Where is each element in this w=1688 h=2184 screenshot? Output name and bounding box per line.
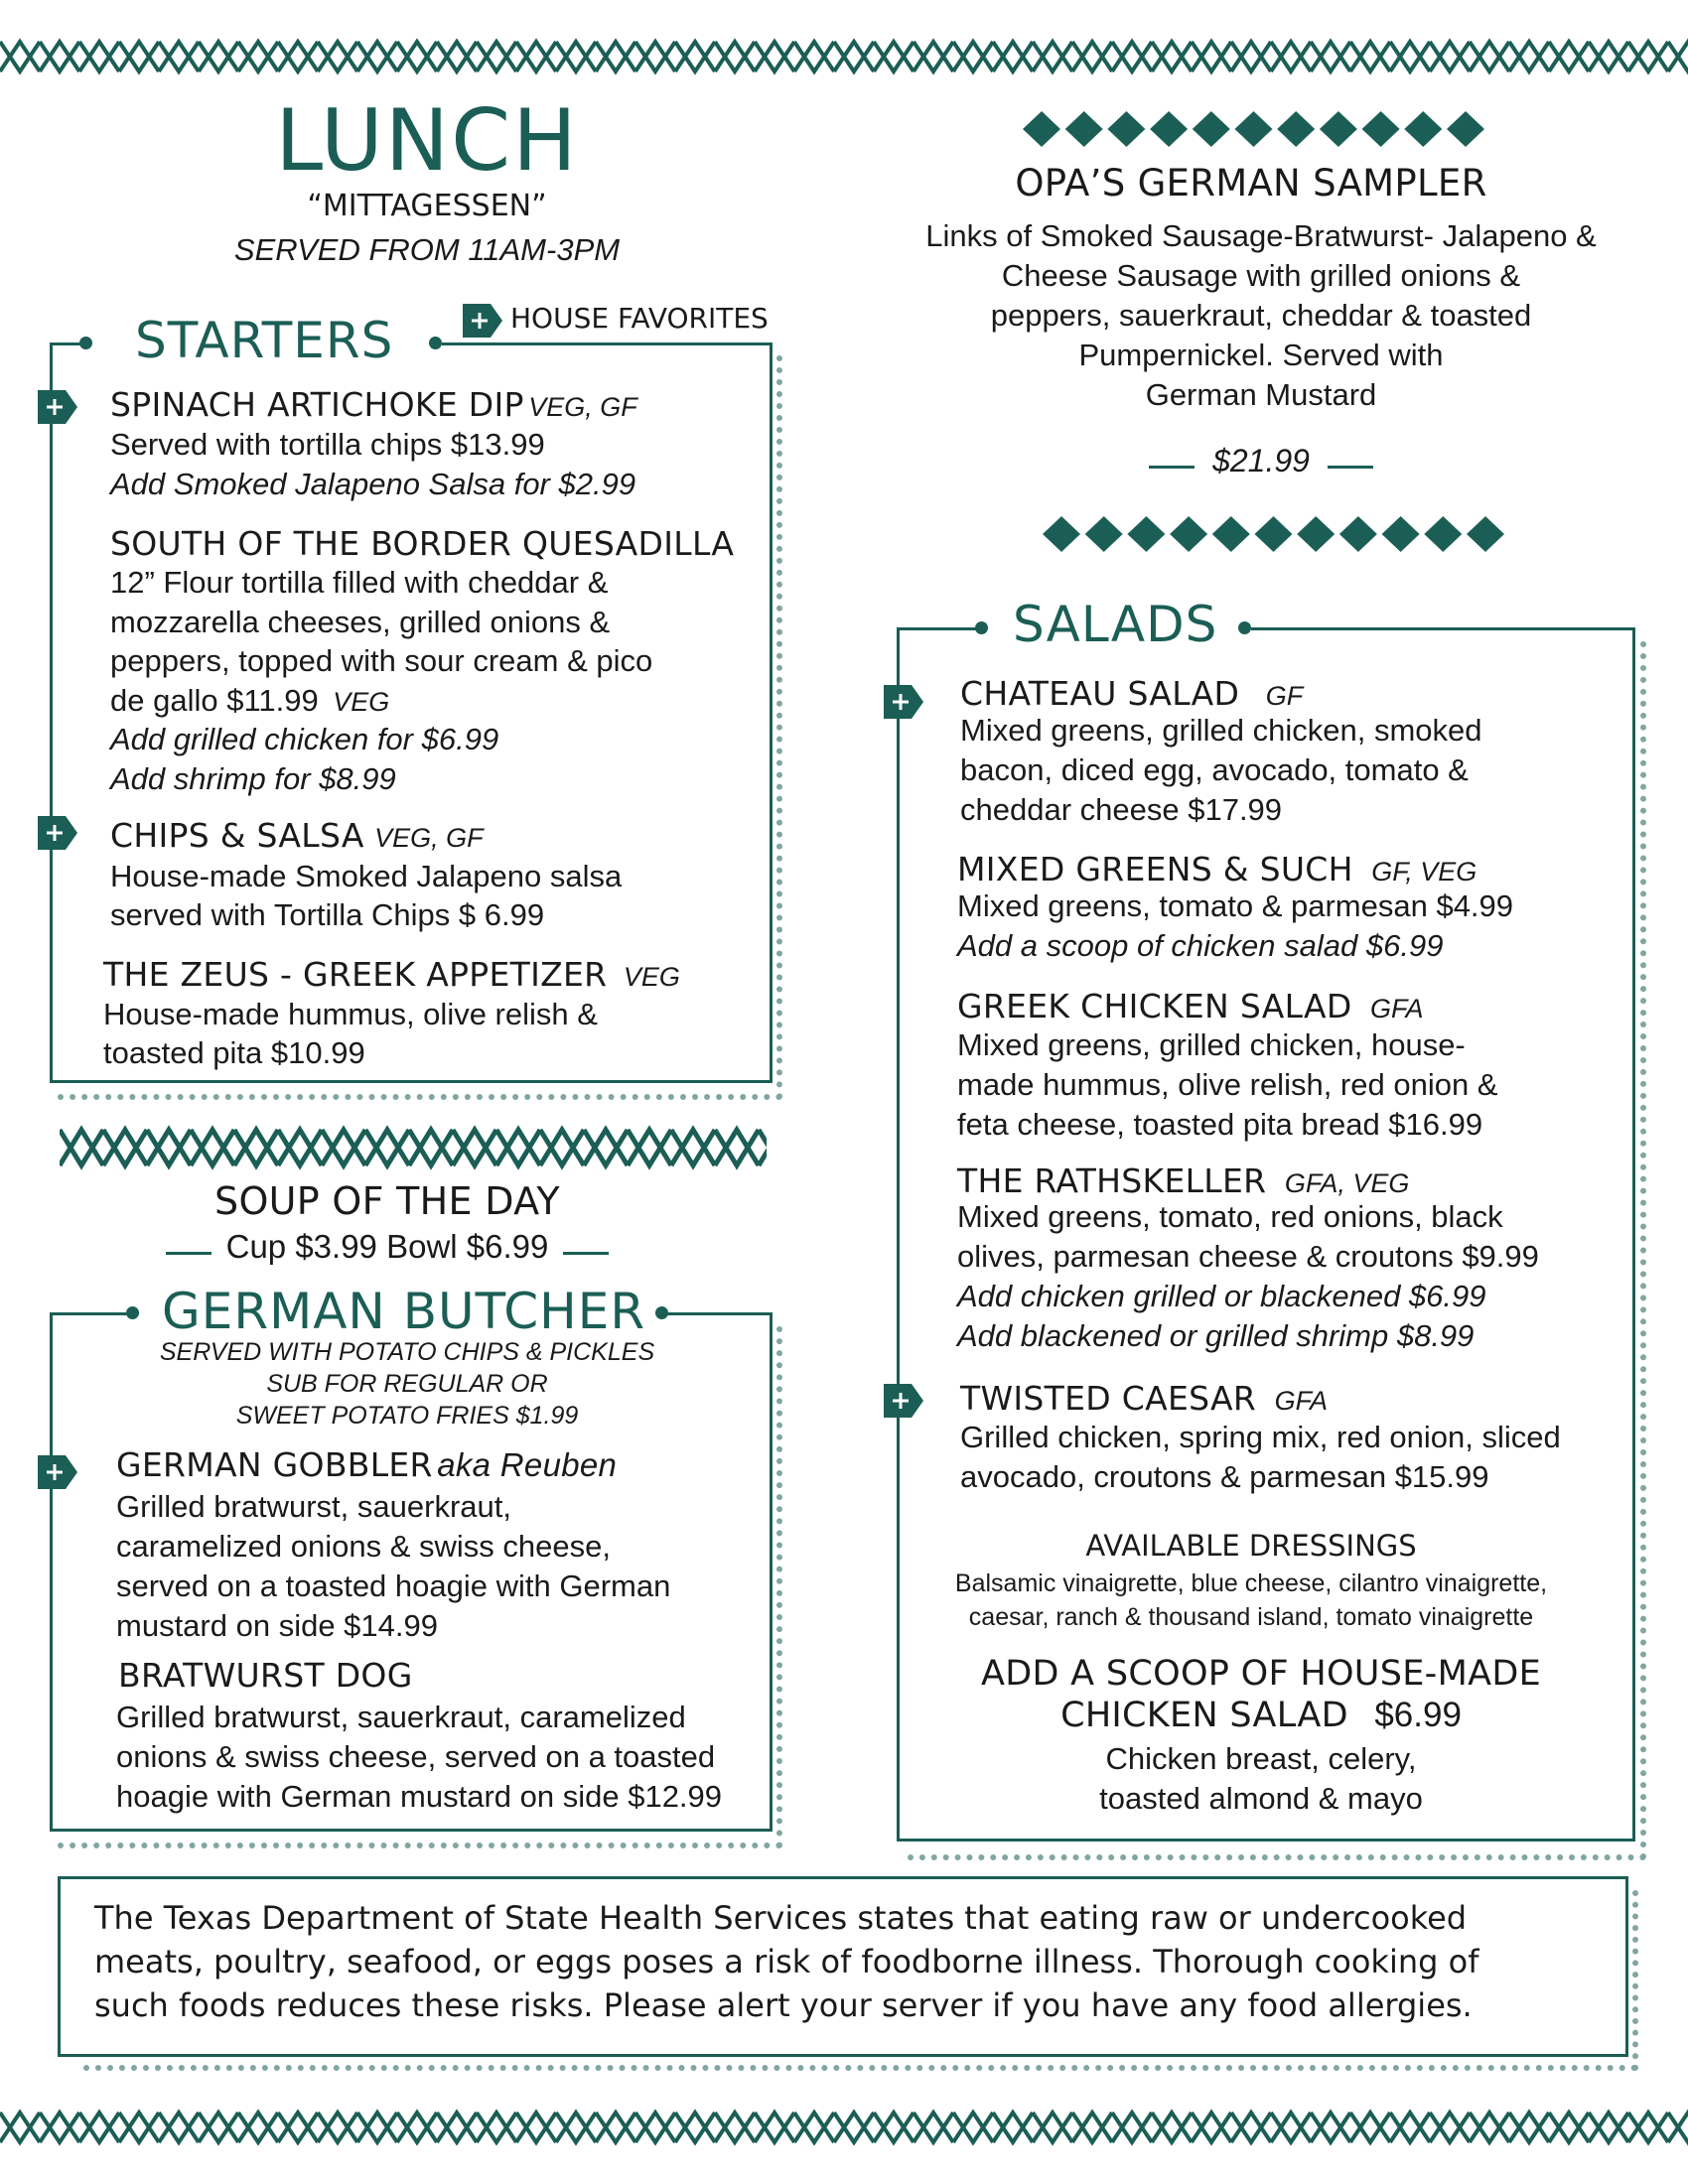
salad-item-5 — [960, 1379, 1328, 1418]
scoop-description — [933, 1739, 1589, 1819]
diet-tag: GFA, VEG — [1284, 1168, 1410, 1198]
sampler-price: $21.99 — [1212, 443, 1310, 478]
decor-dot — [655, 1306, 668, 1319]
house-favorite-icon — [463, 304, 502, 338]
sampler-desc-line: Links of Smoked Sausage-Bratwurst- Jalapeno & — [925, 218, 1597, 253]
sampler-description — [874, 216, 1648, 415]
decor-dash — [563, 1252, 609, 1255]
item-addon: Add a scoop of chicken salad $6.99 — [957, 928, 1444, 963]
zigzag-divider — [60, 1120, 767, 1175]
item-description: caramelized onions & swiss cheese, — [116, 1529, 611, 1564]
diamond-row-divider — [1041, 514, 1507, 554]
scoop-title: CHICKEN SALAD — [1060, 1696, 1348, 1735]
butcher-item-1 — [116, 1445, 617, 1484]
item-name: CHIPS & SALSA — [110, 816, 364, 855]
item-addon: Add blackened or grilled shrimp $8.99 — [957, 1318, 1475, 1353]
scoop-price: $6.99 — [1374, 1696, 1462, 1734]
butcher-note-line: SUB FOR REGULAR OR — [266, 1370, 548, 1398]
decor-dash — [1149, 466, 1195, 469]
sampler-price-row — [1062, 441, 1460, 480]
butcher-top-line-left — [50, 1312, 131, 1315]
item-aka: aka Reuben — [437, 1446, 618, 1483]
house-favorite-icon — [38, 816, 77, 850]
item-description: mustard on side $14.99 — [116, 1608, 438, 1643]
item-description: toasted pita $10.99 — [103, 1035, 365, 1070]
diet-tag: VEG — [333, 687, 390, 717]
dressings-title: AVAILABLE DRESSINGS — [1085, 1529, 1417, 1563]
item-description: Grilled bratwurst, sauerkraut, — [116, 1489, 511, 1524]
item-description: made hummus, olive relish, red onion & — [957, 1067, 1498, 1102]
served-hours: SERVED FROM 11AM-3PM — [233, 232, 621, 267]
decor-dash — [1328, 466, 1373, 469]
item-description: cheddar cheese $17.99 — [960, 792, 1283, 827]
butcher-note — [109, 1336, 705, 1432]
item-name: SPINACH ARTICHOKE DIP — [110, 385, 524, 424]
decor-dash — [166, 1252, 211, 1255]
sampler-desc-line: peppers, sauerkraut, cheddar & toasted — [990, 298, 1532, 333]
decor-dot — [975, 621, 988, 634]
item-price-row — [110, 681, 389, 721]
salad-item-4 — [957, 1161, 1409, 1200]
diamond-row-divider — [1021, 109, 1487, 149]
sampler-title: OPA’S GERMAN SAMPLER — [1015, 162, 1487, 205]
diet-tag: GFA — [1274, 1386, 1329, 1416]
starter-item-1 — [110, 385, 637, 424]
page-subtitle: “MITTAGESSEN” — [307, 189, 547, 223]
item-description: Grilled bratwurst, sauerkraut, caramelized — [116, 1700, 686, 1734]
item-description: de gallo $11.99 — [110, 683, 319, 718]
notice-line: The Texas Department of State Health Services states that eating raw or undercooked — [94, 1899, 1468, 1937]
item-description: hoagie with German mustard on side $12.99 — [116, 1779, 723, 1814]
item-description: olives, parmesan cheese & croutons $9.99 — [957, 1239, 1539, 1274]
house-favorites-label: HOUSE FAVORITES — [510, 302, 769, 335]
salad-item-2 — [957, 850, 1477, 888]
butcher-top-line-right — [667, 1312, 770, 1315]
item-description: 12” Flour tortilla filled with cheddar & — [110, 565, 609, 600]
scoop-title: ADD A SCOOP OF HOUSE-MADE — [981, 1654, 1541, 1694]
decor-dot — [429, 337, 442, 349]
butcher-title: GERMAN BUTCHER — [162, 1283, 646, 1340]
soup-price-row — [139, 1227, 635, 1267]
item-name: BRATWURST DOG — [118, 1656, 413, 1695]
diet-tag: GFA — [1370, 994, 1424, 1024]
starters-title: STARTERS — [135, 312, 394, 369]
salads-title: SALADS — [1013, 596, 1218, 653]
item-addon: Add chicken grilled or blackened $6.99 — [957, 1279, 1486, 1313]
house-favorite-icon — [884, 685, 923, 719]
soup-title: SOUP OF THE DAY — [214, 1179, 560, 1223]
house-favorite-icon — [884, 1384, 923, 1418]
diet-tag: VEG, GF — [374, 823, 484, 853]
sampler-desc-line: Pumpernickel. Served with — [1078, 338, 1444, 372]
bottom-zigzag-border — [0, 2103, 1688, 2152]
notice-line: meats, poultry, seafood, or eggs poses a risk of foodborne illness. Thorough cooking of — [94, 1943, 1479, 1980]
item-name: GERMAN GOBBLER — [116, 1445, 433, 1484]
item-description: feta cheese, toasted pita bread $16.99 — [957, 1107, 1483, 1142]
dressings-line: Balsamic vinaigrette, blue cheese, cilantro vinaigrette, — [954, 1570, 1548, 1597]
item-name: THE ZEUS - GREEK APPETIZER — [103, 955, 608, 994]
butcher-note-line: SERVED WITH POTATO CHIPS & PICKLES — [159, 1338, 655, 1366]
starters-top-line-right — [442, 342, 770, 345]
item-description: House-made hummus, olive relish & — [103, 997, 598, 1031]
health-notice — [94, 1896, 1623, 2027]
diet-tag: VEG — [623, 962, 680, 992]
scoop-desc-line: Chicken breast, celery, — [1105, 1741, 1417, 1776]
decor-dot — [1238, 621, 1251, 634]
sampler-desc-line: Cheese Sausage with grilled onions & — [1001, 258, 1521, 293]
butcher-note-line: SWEET POTATO FRIES $1.99 — [235, 1402, 579, 1430]
dressings-list — [914, 1567, 1589, 1634]
scoop-desc-line: toasted almond & mayo — [1099, 1781, 1423, 1816]
page-title: LUNCH — [275, 91, 579, 191]
item-description: Served with tortilla chips $13.99 — [110, 427, 545, 462]
salads-top-line-left — [897, 627, 980, 630]
decor-dot — [79, 337, 92, 349]
soup-prices: Cup $3.99 Bowl $6.99 — [225, 1228, 549, 1265]
item-name: GREEK CHICKEN SALAD — [957, 987, 1352, 1025]
decor-dot — [126, 1306, 139, 1319]
item-name: MIXED GREENS & SUCH — [957, 850, 1353, 888]
item-description: bacon, diced egg, avocado, tomato & — [960, 752, 1469, 787]
house-favorite-icon — [38, 1455, 77, 1489]
diet-tag: VEG, GF — [528, 392, 637, 422]
dressings-line: caesar, ranch & thousand island, tomato vinaigrette — [968, 1603, 1534, 1631]
item-name: THE RATHSKELLER — [957, 1161, 1267, 1200]
item-addon: Add Smoked Jalapeno Salsa for $2.99 — [110, 467, 636, 501]
item-description: onions & swiss cheese, served on a toasted — [116, 1739, 716, 1774]
salad-item-3 — [957, 987, 1424, 1025]
item-addon: Add grilled chicken for $6.99 — [110, 722, 499, 756]
notice-line: such foods reduces these risks. Please alert your server if you have any food allergies. — [94, 1986, 1473, 2024]
item-description: mozzarella cheeses, grilled onions & — [110, 605, 611, 639]
top-zigzag-border — [0, 32, 1688, 81]
item-description: Mixed greens, grilled chicken, smoked — [960, 713, 1482, 748]
item-description: Grilled chicken, spring mix, red onion, sliced — [960, 1420, 1561, 1454]
scoop-title-row — [933, 1696, 1589, 1735]
salads-top-line-right — [1251, 627, 1632, 630]
starter-item-4 — [103, 955, 680, 994]
item-description: Mixed greens, tomato, red onions, black — [957, 1199, 1503, 1234]
item-name: CHATEAU SALAD — [960, 674, 1240, 713]
sampler-desc-line: German Mustard — [1145, 377, 1377, 412]
item-description: Mixed greens, tomato & parmesan $4.99 — [957, 888, 1514, 923]
salad-item-1 — [960, 674, 1303, 713]
item-addon: Add shrimp for $8.99 — [110, 761, 396, 796]
diet-tag: GF, VEG — [1371, 857, 1477, 887]
house-favorite-icon — [38, 390, 77, 424]
item-description: avocado, croutons & parmesan $15.99 — [960, 1459, 1489, 1494]
item-name: SOUTH OF THE BORDER QUESADILLA — [110, 524, 735, 563]
item-name: TWISTED CAESAR — [960, 1379, 1257, 1418]
diet-tag: GF — [1265, 681, 1304, 711]
starter-item-3 — [110, 816, 484, 855]
item-description: served with Tortilla Chips $ 6.99 — [110, 897, 545, 932]
item-description: Mixed greens, grilled chicken, house- — [957, 1027, 1466, 1062]
item-description: peppers, topped with sour cream & pico — [110, 643, 653, 678]
item-description: served on a toasted hoagie with German — [116, 1569, 671, 1603]
item-description: House-made Smoked Jalapeno salsa — [110, 859, 623, 893]
